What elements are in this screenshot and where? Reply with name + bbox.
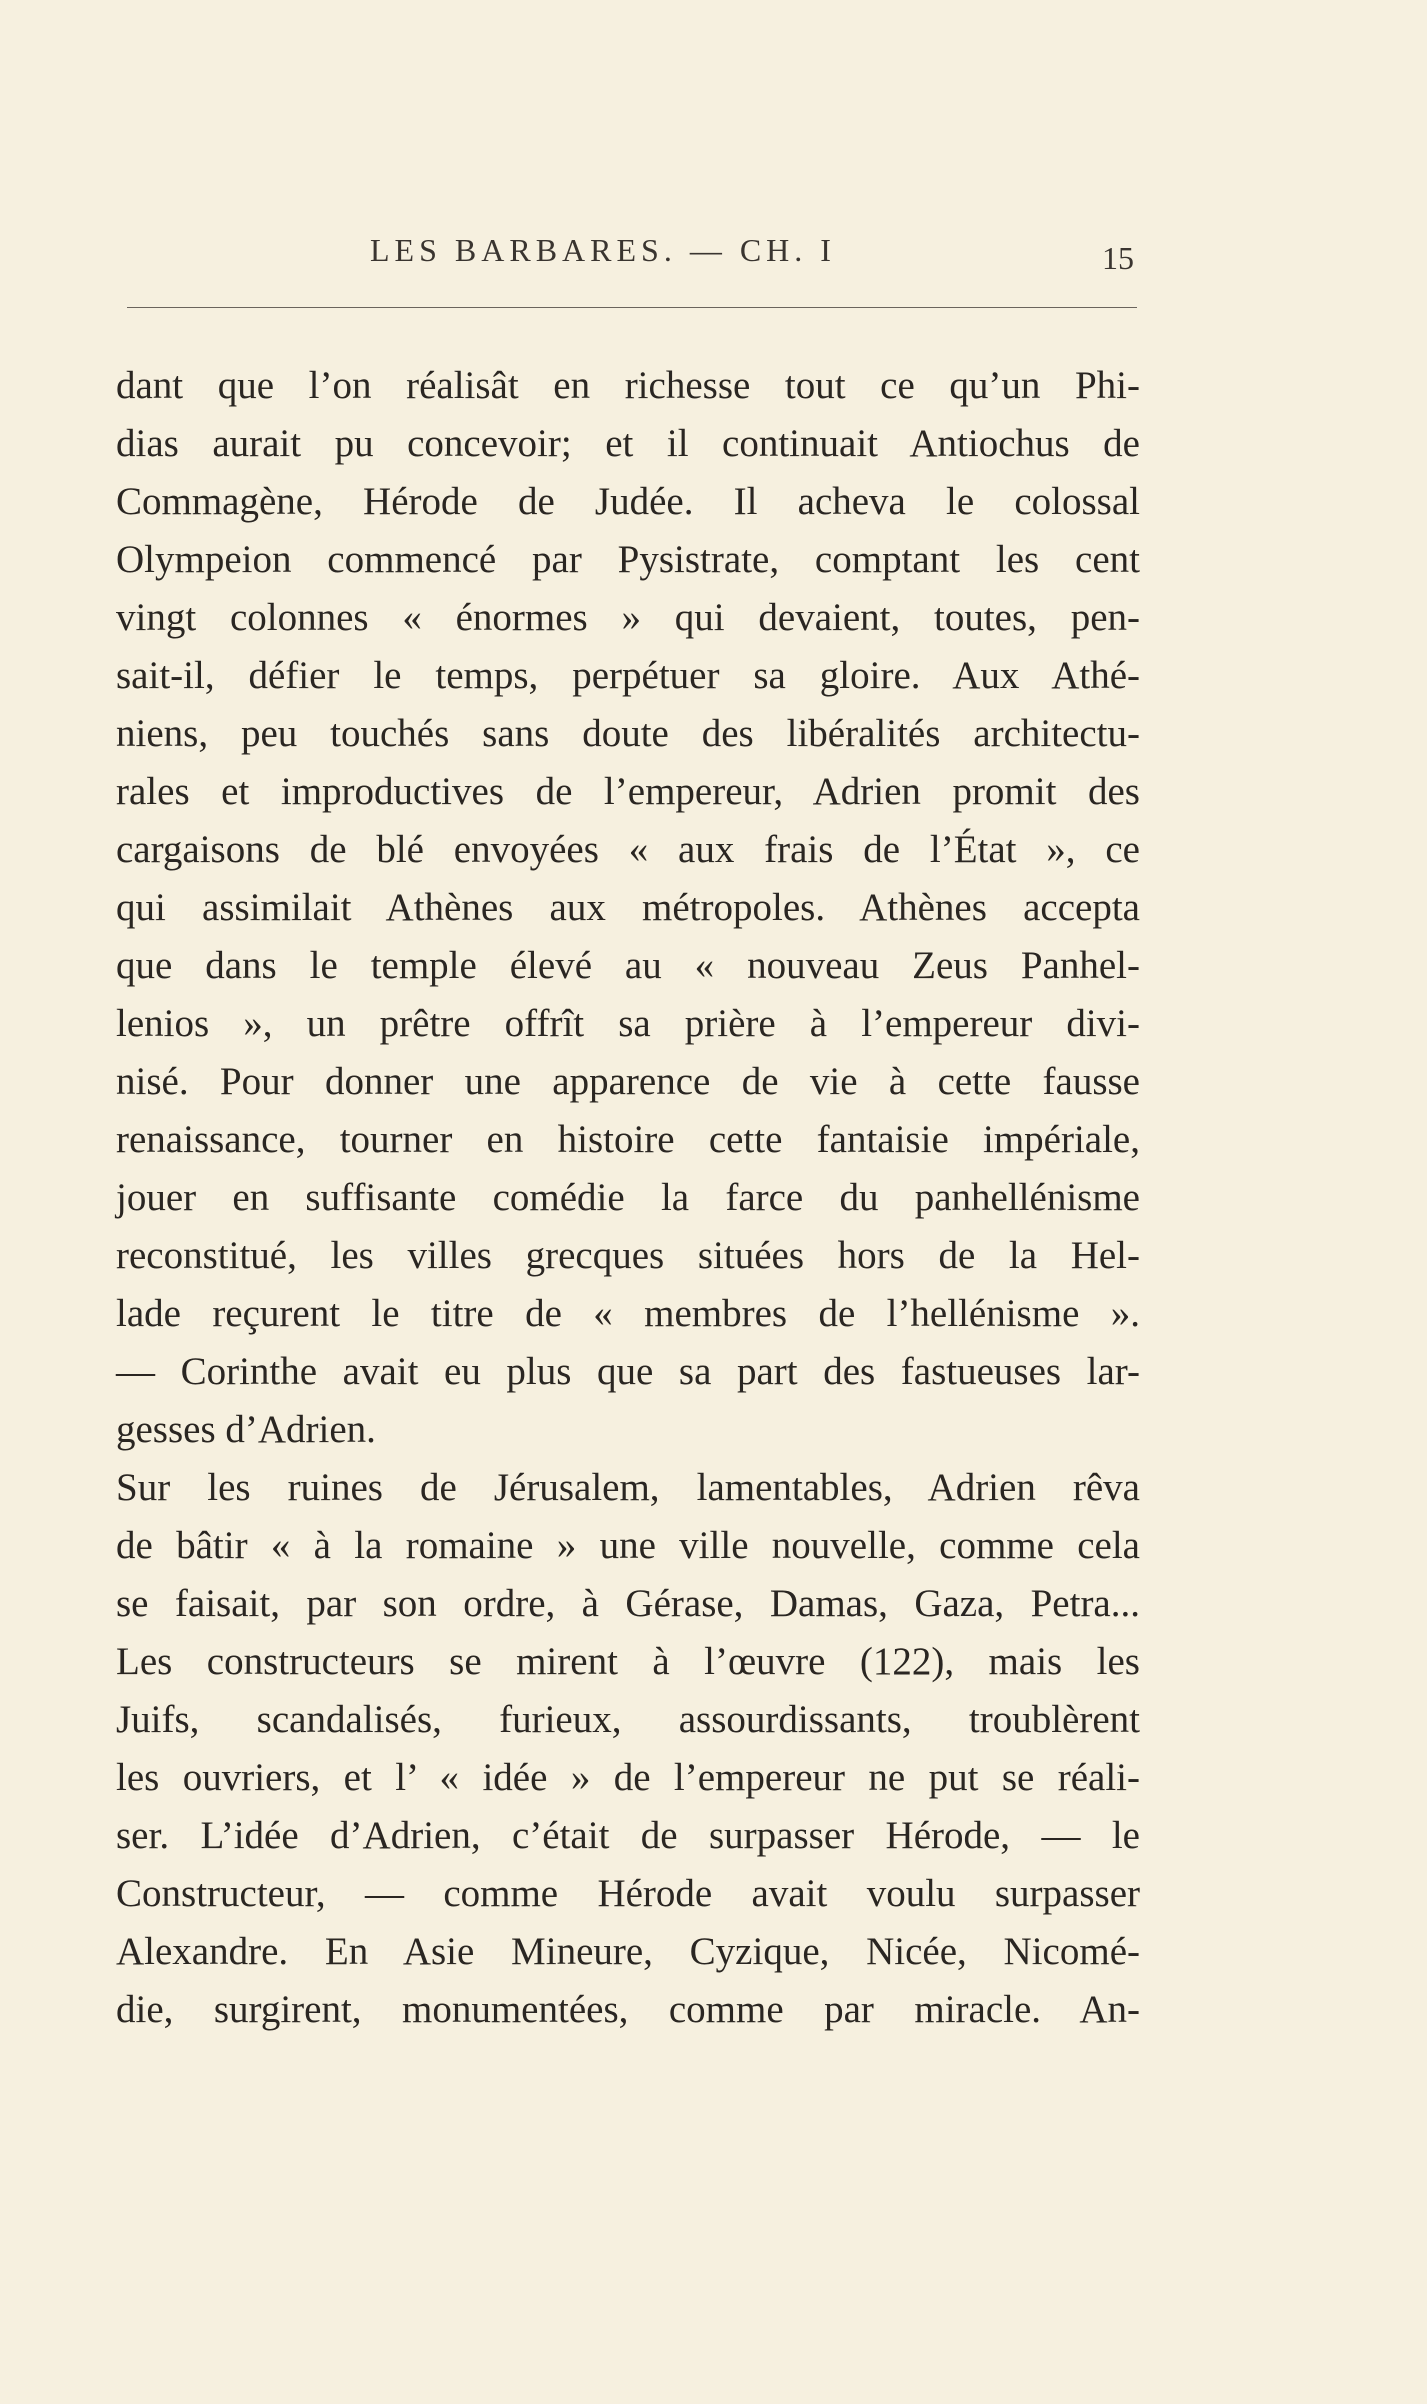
- text-line: se faisait, par son ordre, à Gérase, Damas, Gaza, Petra...: [116, 1582, 1140, 1625]
- header-rule: [127, 307, 1137, 308]
- text-line: ser. L’idée d’Adrien, c’était de surpasser Hérode, — le: [116, 1814, 1140, 1857]
- page-header: [0, 232, 1427, 282]
- text-line: de bâtir « à la romaine » une ville nouvelle, comme cela: [116, 1524, 1140, 1567]
- text-line: die, surgirent, monumentées, comme par miracle. An-: [116, 1988, 1140, 2031]
- text-line: niens, peu touchés sans doute des libéralités architectu-: [116, 712, 1140, 755]
- text-line: sait-il, défier le temps, perpétuer sa gloire. Aux Athé-: [116, 654, 1140, 697]
- text-line: Juifs, scandalisés, furieux, assourdissants, troublèrent: [116, 1698, 1140, 1741]
- text-line: lenios », un prêtre offrît sa prière à l’empereur divi-: [116, 1002, 1140, 1045]
- text-line: cargaisons de blé envoyées « aux frais de l’État », ce: [116, 828, 1140, 871]
- page-number: 15: [1102, 240, 1134, 276]
- text-line: — Corinthe avait eu plus que sa part des fastueuses lar-: [116, 1350, 1140, 1393]
- text-line: dant que l’on réalisât en richesse tout ce qu’un Phi-: [116, 364, 1140, 407]
- text-line: Alexandre. En Asie Mineure, Cyzique, Nicée, Nicomé-: [116, 1930, 1140, 1973]
- text-line: Constructeur, — comme Hérode avait voulu surpasser: [116, 1872, 1140, 1915]
- text-line: nisé. Pour donner une apparence de vie à cette fausse: [116, 1060, 1140, 1103]
- text-line: les ouvriers, et l’ « idée » de l’empereur ne put se réali-: [116, 1756, 1140, 1799]
- text-line: Les constructeurs se mirent à l’œuvre (122), mais les: [116, 1640, 1140, 1683]
- text-line: jouer en suffisante comédie la farce du panhellénisme: [116, 1176, 1140, 1219]
- text-line: que dans le temple élevé au « nouveau Zeus Panhel-: [116, 944, 1140, 987]
- text-line: Commagène, Hérode de Judée. Il acheva le colossal: [116, 480, 1140, 523]
- text-line: reconstitué, les villes grecques situées hors de la Hel-: [116, 1234, 1140, 1277]
- text-line: renaissance, tourner en histoire cette fantaisie impériale,: [116, 1118, 1140, 1161]
- text-line: dias aurait pu concevoir; et il continuait Antiochus de: [116, 422, 1140, 465]
- text-line: rales et improductives de l’empereur, Adrien promit des: [116, 770, 1140, 813]
- text-line: lade reçurent le titre de « membres de l’hellénisme ».: [116, 1292, 1140, 1335]
- text-line: Sur les ruines de Jérusalem, lamentables, Adrien rêva: [116, 1466, 1140, 1509]
- text-line: gesses d’Adrien.: [116, 1408, 376, 1451]
- text-line: Olympeion commencé par Pysistrate, comptant les cent: [116, 538, 1140, 581]
- text-line: qui assimilait Athènes aux métropoles. Athènes accepta: [116, 886, 1140, 929]
- body-text: [116, 357, 1140, 2039]
- text-line: vingt colonnes « énormes » qui devaient, toutes, pen-: [116, 596, 1140, 639]
- running-head: LES BARBARES. — CH. I: [370, 232, 836, 268]
